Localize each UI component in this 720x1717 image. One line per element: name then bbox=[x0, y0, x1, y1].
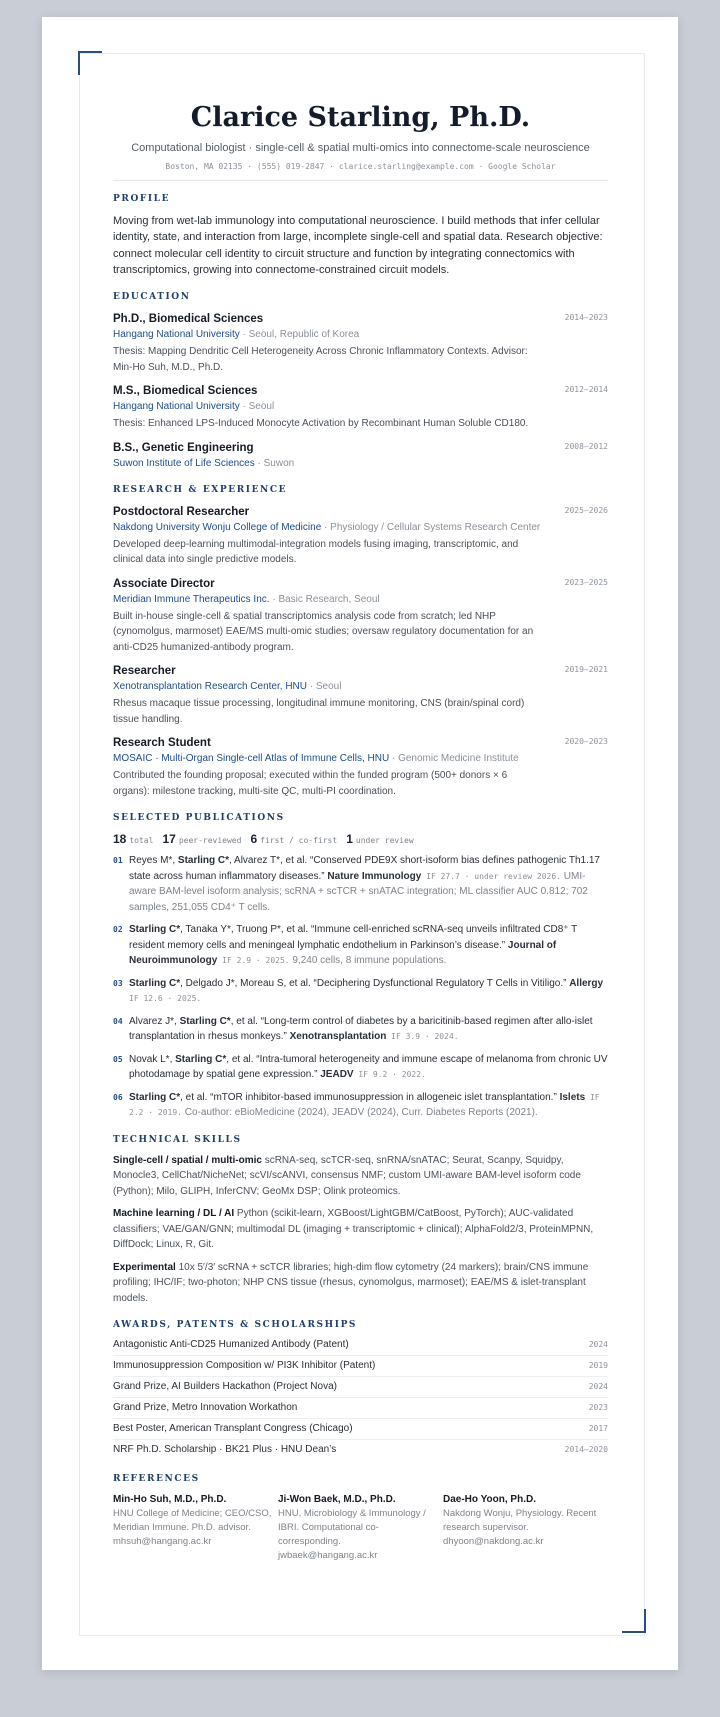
education-details: Thesis: Enhanced LPS-Induced Monocyte Activation by Recombinant Human Soluble CD180. bbox=[113, 418, 529, 430]
award-name: Immunosuppression Composition w/ PI3K Inhibitor (Patent) bbox=[113, 1360, 376, 1372]
award-row bbox=[113, 1440, 608, 1460]
publication-note: UMI-aware BAM-level isoform analysis; scRNA + scTCR + snATAC integration; ML classifier AUC 0.812; 702 samples, 251,055 CD4⁺ T cells. bbox=[129, 870, 588, 913]
corner-mark-top-left bbox=[78, 51, 102, 75]
section-title-profile: PROFILE bbox=[113, 194, 171, 204]
journal-name: Islets bbox=[559, 1091, 586, 1103]
experience-entry bbox=[113, 505, 608, 568]
author-self: Starling C* bbox=[177, 855, 230, 867]
reference-name: Min-Ho Suh, M.D., Ph.D. bbox=[113, 1494, 227, 1506]
section-title-publications: SELECTED PUBLICATIONS bbox=[113, 813, 285, 824]
header-divider bbox=[113, 180, 608, 181]
organization-name: Meridian Immune Therapeutics Inc. bbox=[113, 593, 270, 605]
experience-org-line bbox=[113, 520, 543, 535]
school-location: · Suwon bbox=[254, 457, 295, 469]
experience-entry bbox=[113, 577, 608, 656]
skill-heading: Experimental bbox=[113, 1261, 176, 1273]
role-title: Research Student bbox=[113, 737, 211, 750]
publication-authors-pre: Alvarez J*, bbox=[129, 1015, 180, 1027]
stat-group bbox=[346, 832, 414, 847]
organization-unit: · Seoul bbox=[307, 681, 342, 693]
publication-list bbox=[113, 853, 608, 1121]
profile-text: Moving from wet-lab immunology into computational neuroscience. I build methods that infer cellular identity, state, and interaction from large, incomplete single-cell and spatial data. Research objective: connect molecular cell identity to circuit structure and function by integrating connectomics with transcriptomics, growing into connectome-constrained circuit models. bbox=[113, 215, 603, 276]
stat-label: total bbox=[129, 836, 154, 846]
degree-title: M.S., Biomedical Sciences bbox=[113, 385, 258, 398]
publication-item bbox=[113, 1014, 608, 1045]
experience-description: Rhesus macaque tissue processing, longitudinal immune monitoring, CNS (brain/spinal cord) tissue handling. bbox=[113, 698, 525, 725]
education-entry bbox=[113, 312, 608, 375]
skill-items: scRNA-seq, scTCR-seq, snRNA/snATAC; Seurat, Scanpy, Squidpy, Monocle3, CellChat/NicheNet; scVI/scANVI, consensus NMF; custom UMI-aware BAM-level isoform code (Python); Milo, GLIPH, InferCNV; GeoMx DSP; Olink proteomics. bbox=[113, 1154, 581, 1197]
skills-list bbox=[113, 1153, 608, 1307]
skill-heading: Machine learning / DL / AI bbox=[113, 1208, 235, 1220]
organization-name: Nakdong University Wonju College of Medicine bbox=[113, 521, 322, 533]
publication-note: Co-author: eBioMedicine (2024), JEADV (2024), Curr. Diabetes Reports (2021). bbox=[181, 1107, 538, 1119]
skill-group bbox=[113, 1260, 608, 1307]
stat-count: 18 bbox=[113, 832, 127, 847]
experience-dates: 2023–2025 bbox=[564, 577, 608, 587]
publication-authors-pre: Novak L*, bbox=[129, 1053, 176, 1065]
award-row bbox=[113, 1335, 608, 1356]
journal-name: Nature Immunology bbox=[327, 870, 422, 882]
publication-meta: IF 9.2 · 2022. bbox=[353, 1070, 426, 1080]
corner-mark-bottom-right bbox=[622, 1609, 646, 1633]
role-title: Postdoctoral Researcher bbox=[113, 505, 250, 518]
publication-number: 01 bbox=[113, 856, 123, 866]
journal-name: Journal of Neuroimmunology bbox=[129, 939, 557, 967]
reference-name: Dae-Ho Yoon, Ph.D. bbox=[443, 1494, 536, 1506]
experience-entry bbox=[113, 736, 608, 799]
stat-group bbox=[113, 832, 154, 847]
role-title: Researcher bbox=[113, 665, 176, 678]
experience-dates: 2019–2021 bbox=[564, 665, 608, 675]
award-year: 2024 bbox=[588, 1382, 608, 1392]
award-year: 2023 bbox=[588, 1403, 608, 1413]
section-title-awards: AWARDS, PATENTS & SCHOLARSHIPS bbox=[113, 1320, 358, 1331]
stat-group bbox=[250, 832, 338, 847]
experience-org-line bbox=[113, 592, 543, 607]
publication-title: , Tanaka Y*, Truong P*, et al. “Immune cell-enriched scRNA-seq unveils infiltrated CD8⁺ T resident memory cells and meningeal lymphatic endothelium in Parkinson’s disease.” bbox=[129, 924, 578, 951]
reference-email: mhsuh@hangang.ac.kr bbox=[113, 1536, 212, 1548]
school-location: · Seoul bbox=[239, 401, 275, 413]
award-row bbox=[113, 1377, 608, 1398]
award-name: Grand Prize, AI Builders Hackathon (Project Nova) bbox=[113, 1381, 337, 1393]
award-row bbox=[113, 1356, 608, 1377]
school-name: Hangang National University bbox=[113, 329, 240, 341]
publication-item bbox=[113, 1090, 608, 1121]
degree-title: Ph.D., Biomedical Sciences bbox=[113, 313, 264, 326]
publication-number: 02 bbox=[113, 925, 123, 935]
award-name: Antagonistic Anti-CD25 Humanized Antibody (Patent) bbox=[113, 1339, 349, 1351]
education-dates: 2008–2012 bbox=[564, 441, 608, 451]
publication-meta: IF 12.6 · 2025. bbox=[129, 994, 202, 1004]
stat-count: 6 bbox=[250, 832, 258, 847]
skill-heading: Single-cell / spatial / multi-omic bbox=[113, 1154, 262, 1166]
tagline: Computational biologist · single-cell & spatial multi-omics into connectome-scale neuroscience bbox=[131, 142, 590, 154]
publication-number: 04 bbox=[113, 1016, 123, 1026]
school-name: Hangang National University bbox=[113, 401, 240, 413]
award-year: 2024 bbox=[588, 1340, 608, 1350]
publication-meta: IF 27.7 · under review 2026. bbox=[421, 871, 562, 881]
skill-items: 10x 5′/3′ scRNA + scTCR libraries; high-dim flow cytometry (24 markers); brain/CNS immune profiling; IHC/IF; two-photon; NHP CNS tissue (rhesus, cynomolgus, marmoset); EAE/MS & islet-transplant models. bbox=[113, 1261, 589, 1304]
author-self: Starling C* bbox=[129, 1091, 181, 1103]
experience-entry bbox=[113, 664, 608, 727]
organization-unit: · Physiology / Cellular Systems Research Center bbox=[321, 521, 541, 533]
publication-authors-pre: Reyes M*, bbox=[129, 855, 178, 867]
degree-title: B.S., Genetic Engineering bbox=[113, 441, 254, 454]
contact-line: Boston, MA 02135 · (555) 019-2847 · clarice.starling@example.com · Google Scholar bbox=[165, 162, 556, 171]
experience-list bbox=[113, 505, 608, 800]
stat-label: peer-reviewed bbox=[178, 836, 242, 846]
education-school-line bbox=[113, 399, 543, 414]
award-year: 2019 bbox=[588, 1361, 608, 1371]
publication-title: , Alvarez T*, et al. “Conserved PDE9X short-isoform bias defines pathogenic Th1.17 state across human inflammatory diseases.” bbox=[129, 855, 600, 882]
section-title-skills: TECHNICAL SKILLS bbox=[113, 1134, 242, 1145]
organization-name: Xenotransplantation Research Center, HNU bbox=[113, 681, 307, 693]
publication-title: , et al. “Intra-tumoral heterogeneity and immune escape of melanoma from chronic UV photodamage by spatial gene expression.” bbox=[129, 1053, 608, 1081]
publication-item bbox=[113, 1052, 608, 1083]
experience-description: Built in-house single-cell & spatial transcriptomics analysis code from scratch; led NHP (cynomolgus, marmoset) EAE/MS multi-omic studies; oversaw regulatory documentation for an anti-CD25 humanized-antibody program. bbox=[113, 610, 534, 653]
section-title-references: REFERENCES bbox=[113, 1474, 200, 1485]
organization-name: MOSAIC · Multi-Organ Single-cell Atlas of Immune Cells, HNU bbox=[113, 753, 390, 765]
reference-email: jwbaek@hangang.ac.kr bbox=[278, 1550, 378, 1562]
education-details: Thesis: Mapping Dendritic Cell Heterogeneity Across Chronic Inflammatory Contexts. Advisor: Min-Ho Suh, M.D., Ph.D. bbox=[113, 346, 528, 373]
award-row bbox=[113, 1419, 608, 1440]
publication-meta: IF 3.9 · 2024. bbox=[386, 1032, 459, 1042]
awards-list bbox=[113, 1335, 608, 1460]
publication-item bbox=[113, 976, 608, 1007]
publication-title: , et al. “Long-term control of diabetes by a baricitinib-based regimen after allo-islet transplantation in rhesus monkeys.” bbox=[129, 1015, 593, 1043]
reference-card bbox=[443, 1493, 608, 1563]
reference-name: Ji-Won Baek, M.D., Ph.D. bbox=[278, 1494, 396, 1506]
award-name: NRF Ph.D. Scholarship · BK21 Plus · HNU Dean’s bbox=[113, 1444, 337, 1456]
publication-number: 06 bbox=[113, 1092, 123, 1102]
award-row bbox=[113, 1398, 608, 1419]
author-self: Starling C* bbox=[175, 1053, 227, 1065]
resume-page bbox=[42, 17, 678, 1670]
journal-name: Xenotransplantation bbox=[289, 1031, 387, 1043]
publication-title: , et al. “mTOR inhibitor-based immunosuppression in allogeneic islet transplantation.” bbox=[180, 1091, 560, 1103]
experience-org-line bbox=[113, 679, 543, 694]
reference-email: dhyoon@nakdong.ac.kr bbox=[443, 1536, 544, 1548]
experience-description: Developed deep-learning multimodal-integration models fusing imaging, transcriptomic, and clinical data into single predictive models. bbox=[113, 538, 519, 566]
publication-item bbox=[113, 853, 608, 915]
school-name: Suwon Institute of Life Sciences bbox=[113, 457, 255, 469]
publication-meta: IF 2.9 · 2025. bbox=[217, 956, 290, 966]
references-list bbox=[113, 1493, 608, 1563]
reference-affiliation: HNU, Microbiology & Immunology / IBRI. Computational co-corresponding. bbox=[278, 1508, 426, 1548]
author-self: Starling C* bbox=[129, 977, 181, 989]
education-school-line bbox=[113, 327, 543, 342]
reference-affiliation: Nakdong Wonju, Physiology. Recent research supervisor. bbox=[443, 1508, 597, 1534]
award-year: 2017 bbox=[588, 1424, 608, 1434]
experience-org-line bbox=[113, 751, 543, 766]
education-list bbox=[113, 312, 608, 471]
award-name: Best Poster, American Transplant Congress (Chicago) bbox=[113, 1423, 353, 1435]
author-self: Starling C* bbox=[129, 924, 181, 936]
organization-unit: · Genomic Medicine Institute bbox=[389, 753, 519, 765]
stat-label: under review bbox=[355, 836, 414, 846]
experience-dates: 2020–2023 bbox=[564, 737, 608, 747]
section-title-experience: RESEARCH & EXPERIENCE bbox=[113, 484, 288, 495]
reference-affiliation: HNU College of Medicine; CEO/CSO, Meridian Immune. Ph.D. advisor. bbox=[113, 1508, 272, 1534]
stat-count: 1 bbox=[346, 832, 353, 847]
publication-stats bbox=[113, 832, 608, 846]
journal-name: Allergy bbox=[569, 977, 604, 989]
education-entry bbox=[113, 441, 608, 471]
experience-description: Contributed the founding proposal; executed within the funded program (500+ donors × 6 organs): milestone tracking, multi-site QC, multi-PI coordination. bbox=[113, 770, 508, 797]
publication-item bbox=[113, 922, 608, 969]
education-dates: 2012–2014 bbox=[564, 385, 608, 395]
organization-unit: · Basic Research, Seoul bbox=[269, 593, 380, 605]
publication-number: 03 bbox=[113, 978, 123, 988]
publication-meta: IF 2.2 · 2019. bbox=[129, 1092, 600, 1118]
award-year: 2014–2020 bbox=[564, 1445, 608, 1455]
section-title-education: EDUCATION bbox=[113, 292, 191, 303]
award-name: Grand Prize, Metro Innovation Workathon bbox=[113, 1402, 298, 1414]
school-location: · Seoul, Republic of Korea bbox=[239, 329, 360, 341]
stat-count: 17 bbox=[162, 832, 176, 847]
education-entry bbox=[113, 384, 608, 432]
skill-group bbox=[113, 1153, 608, 1200]
skill-group bbox=[113, 1206, 608, 1253]
experience-dates: 2025–2026 bbox=[564, 505, 608, 515]
reference-card bbox=[113, 1493, 278, 1563]
candidate-name: Clarice Starling, Ph.D. bbox=[190, 102, 531, 133]
stat-label: first / co-first bbox=[260, 836, 338, 846]
education-dates: 2014–2023 bbox=[564, 313, 608, 323]
skill-items: Python (scikit-learn, XGBoost/LightGBM/CatBoost, PyTorch); AUC-validated classifiers; VAE/GAN/GNN; multimodal DL (imaging + transcriptomic + clinical); AlphaFold2/3, ProteinMPNN, DiffDock; Linux, R, Git. bbox=[113, 1208, 594, 1251]
education-school-line bbox=[113, 456, 543, 471]
publication-title: , Delgado J*, Moreau S, et al. “Deciphering Dysfunctional Regulatory T Cells in Vitiligo.” bbox=[180, 977, 570, 989]
reference-card bbox=[278, 1493, 443, 1563]
publication-note: 9,240 cells, 8 immune populations. bbox=[289, 955, 447, 967]
journal-name: JEADV bbox=[320, 1069, 354, 1081]
publication-number: 05 bbox=[113, 1054, 123, 1064]
stat-group bbox=[162, 832, 242, 847]
author-self: Starling C* bbox=[179, 1015, 231, 1027]
role-title: Associate Director bbox=[113, 577, 215, 590]
resume-content bbox=[113, 73, 608, 1563]
